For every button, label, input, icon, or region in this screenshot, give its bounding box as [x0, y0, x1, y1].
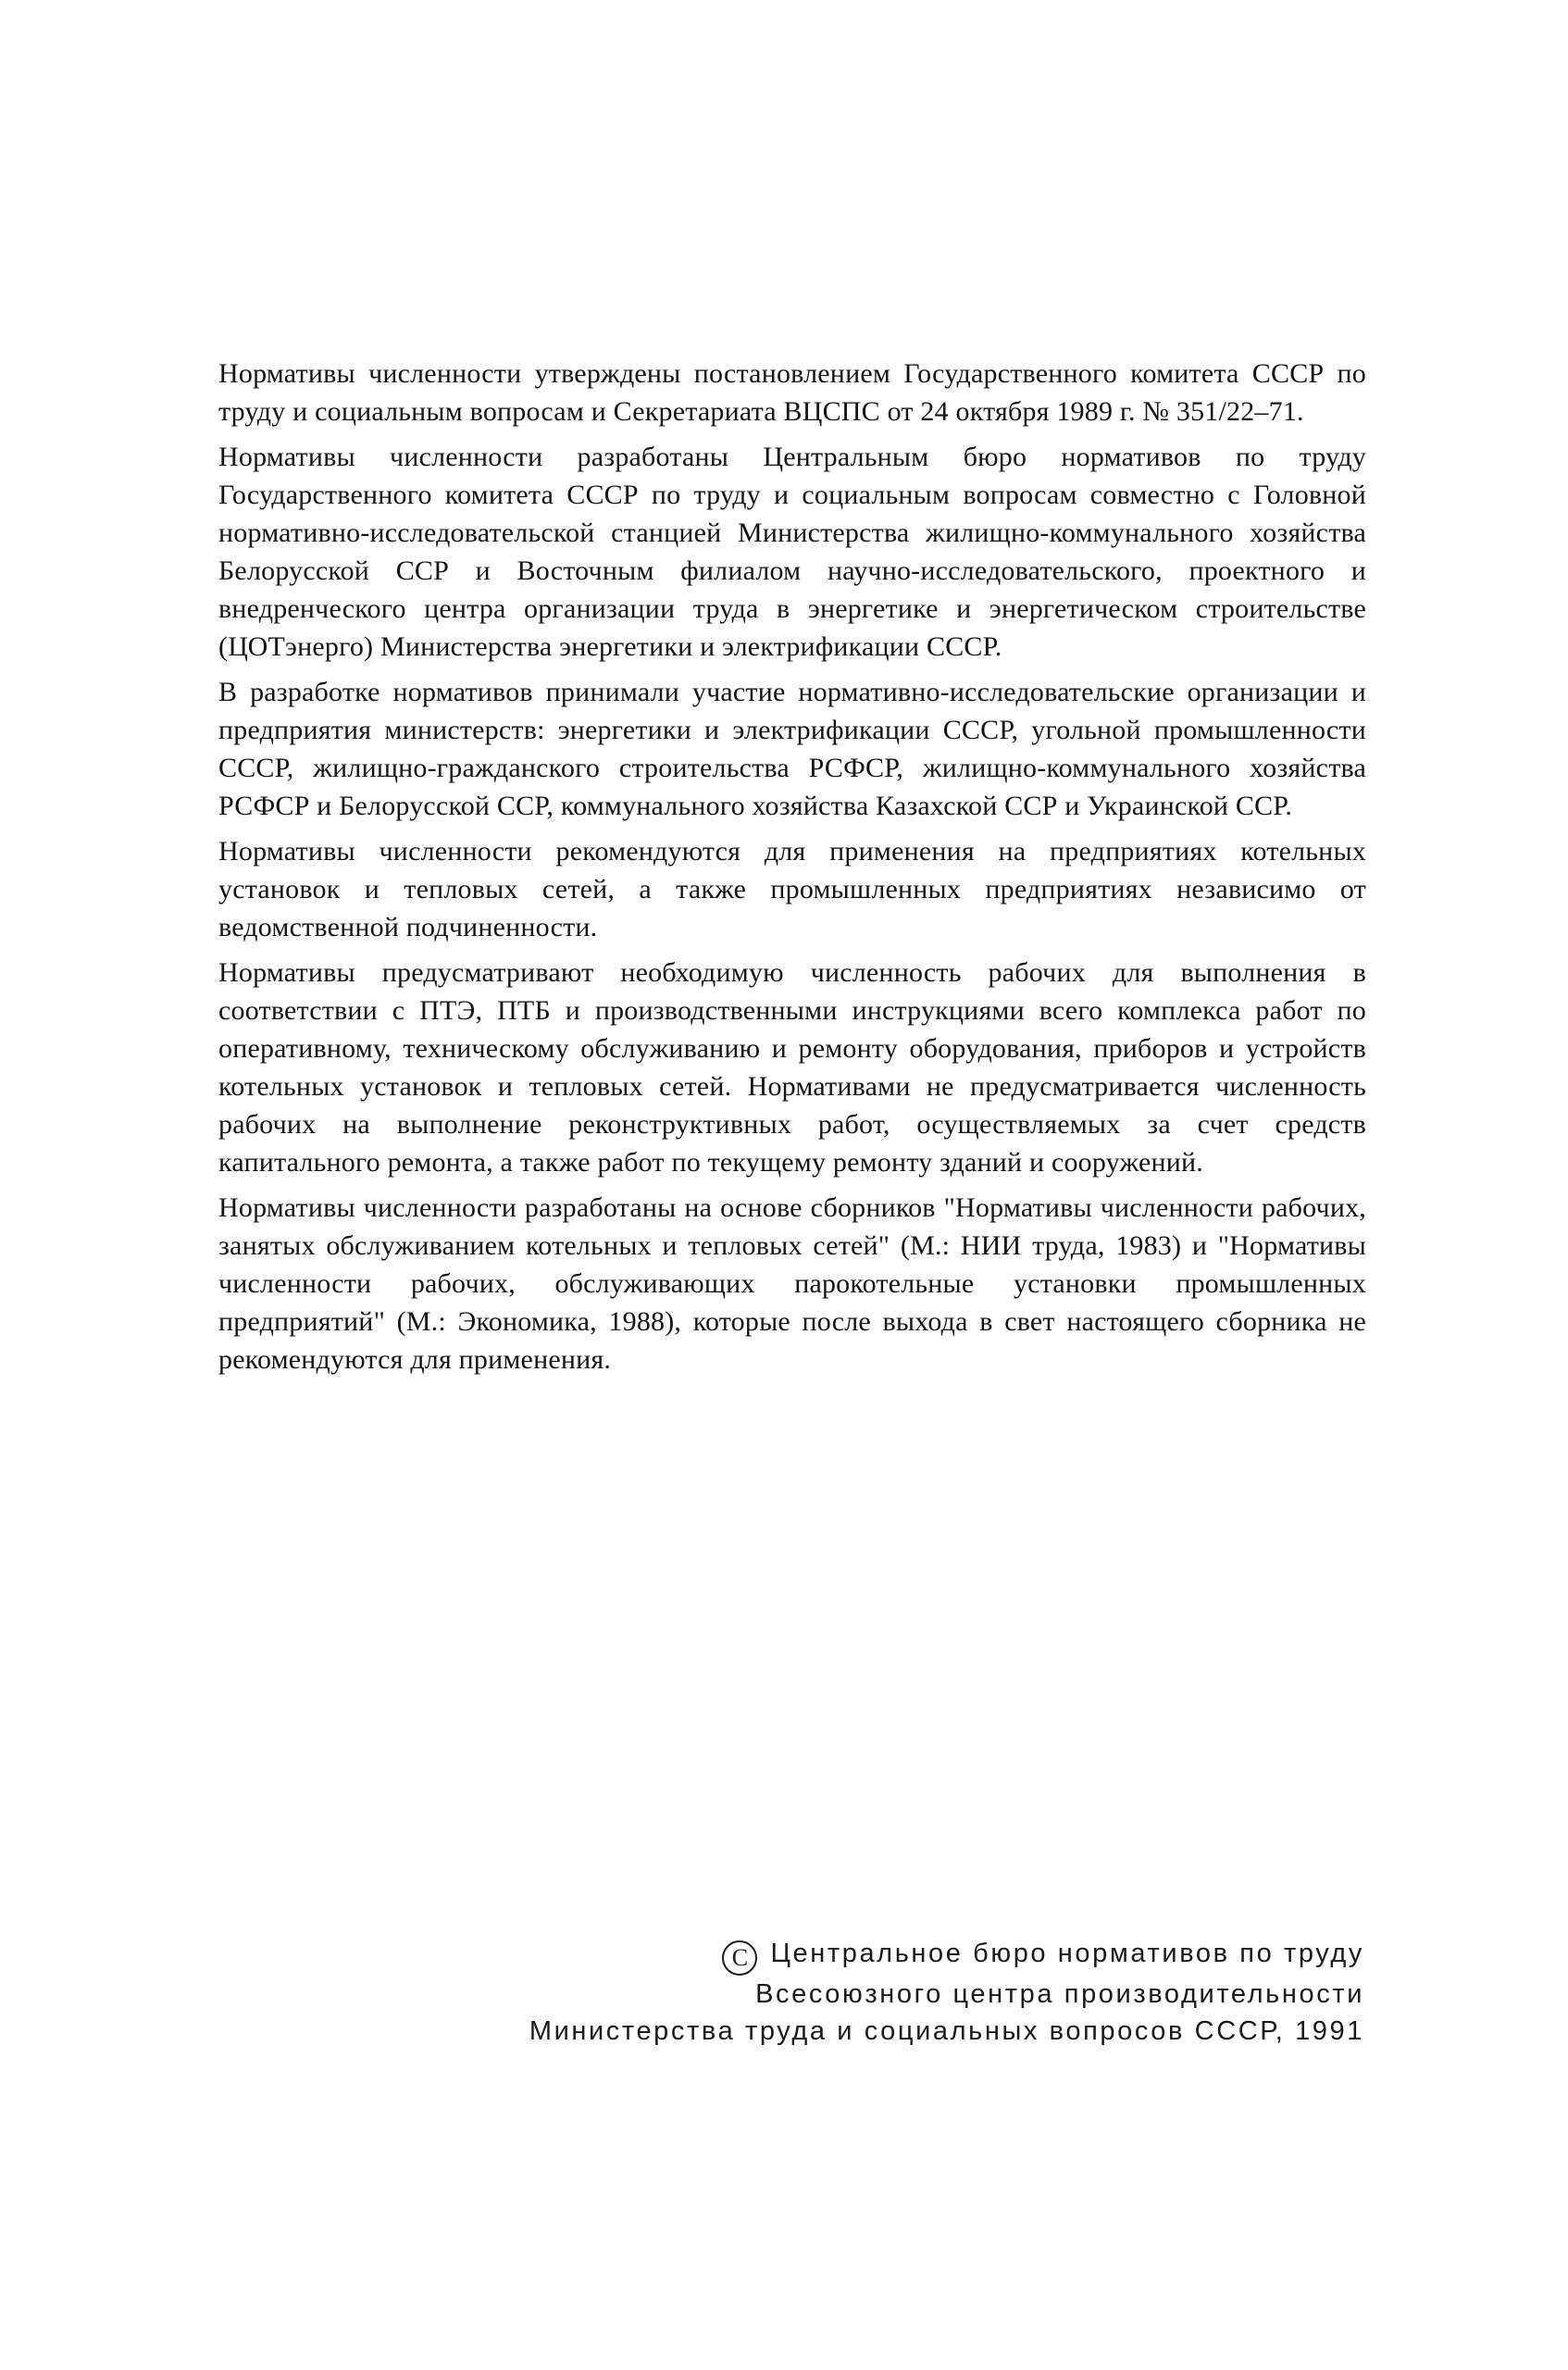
preface-text	[218, 355, 1366, 1386]
paragraph-recommendation: Нормативы численности рекомендуются для применения на предприятиях котельных установок и тепловых сетей, а также промышленных предприятиях независимо от ведомственной подчиненности.	[218, 836, 1366, 942]
copyright-line-3: Министерства труда и социальных вопросов СССР, 1991	[529, 2016, 1364, 2046]
copyright-notice	[439, 1935, 1364, 2050]
paragraph-participants: В разработке нормативов принимали участие нормативно-исследовательские организации и предприятия министерств: энергетики и электрификации СССР, угольной промышленности СССР, жилищно-гражданского строительства РСФСР, жилищно-коммунального хозяйства РСФСР и Белорусской ССР, коммунального хозяйства Казахской ССР и Украинской ССР.	[218, 677, 1366, 821]
copyright-line-1	[439, 1935, 1364, 1976]
copyright-line-1-text: Центральное бюро нормативов по труду	[770, 1939, 1364, 1968]
copyright-line-2: Всесоюзного центра производительности	[755, 1979, 1364, 2009]
paragraph-approval: Нормативы численности утверждены постановлением Государственного комитета СССР по труду и социальным вопросам и Секретариата ВЦСПС от 24 октября 1989 г. № 351/22–71.	[218, 358, 1366, 427]
copyright-icon: C	[722, 1940, 757, 1976]
paragraph-developers: Нормативы численности разработаны Центральным бюро нормативов по труду Государственного комитета СССР по труду и социальным вопросам совместно с Головной нормативно-исследовательской станцией Министерства жилищно-коммунального хозяйства Белорусской ССР и Восточным филиалом научно-исследовательского, проектного и внедренческого центра организации труда в энергетике и энергетическом строительстве (ЦОТэнерго) Министерства энергетики и электрификации СССР.	[218, 442, 1366, 662]
paragraph-sources: Нормативы численности разработаны на основе сборников "Нормативы численности рабочих, занятых обслуживанием котельных и тепловых сетей" (М.: НИИ труда, 1983) и "Нормативы численности рабочих, обслуживающих парокотельные установки промышленных предприятий" (М.: Экономика, 1988), которые после выхода в свет настоящего сборника не рекомендуются для применения.	[218, 1192, 1366, 1375]
paragraph-scope: Нормативы предусматривают необходимую численность рабочих для выполнения в соответствии с ПТЭ, ПТБ и производственными инструкциями всего комплекса работ по оперативному, техническому обслуживанию и ремонту оборудования, приборов и устройств котельных установок и тепловых сетей. Нормативами не предусматривается численность рабочих на выполнение реконструктивных работ, осуществляемых за счет средств капитального ремонта, а также работ по текущему ремонту зданий и сооружений.	[218, 957, 1366, 1178]
